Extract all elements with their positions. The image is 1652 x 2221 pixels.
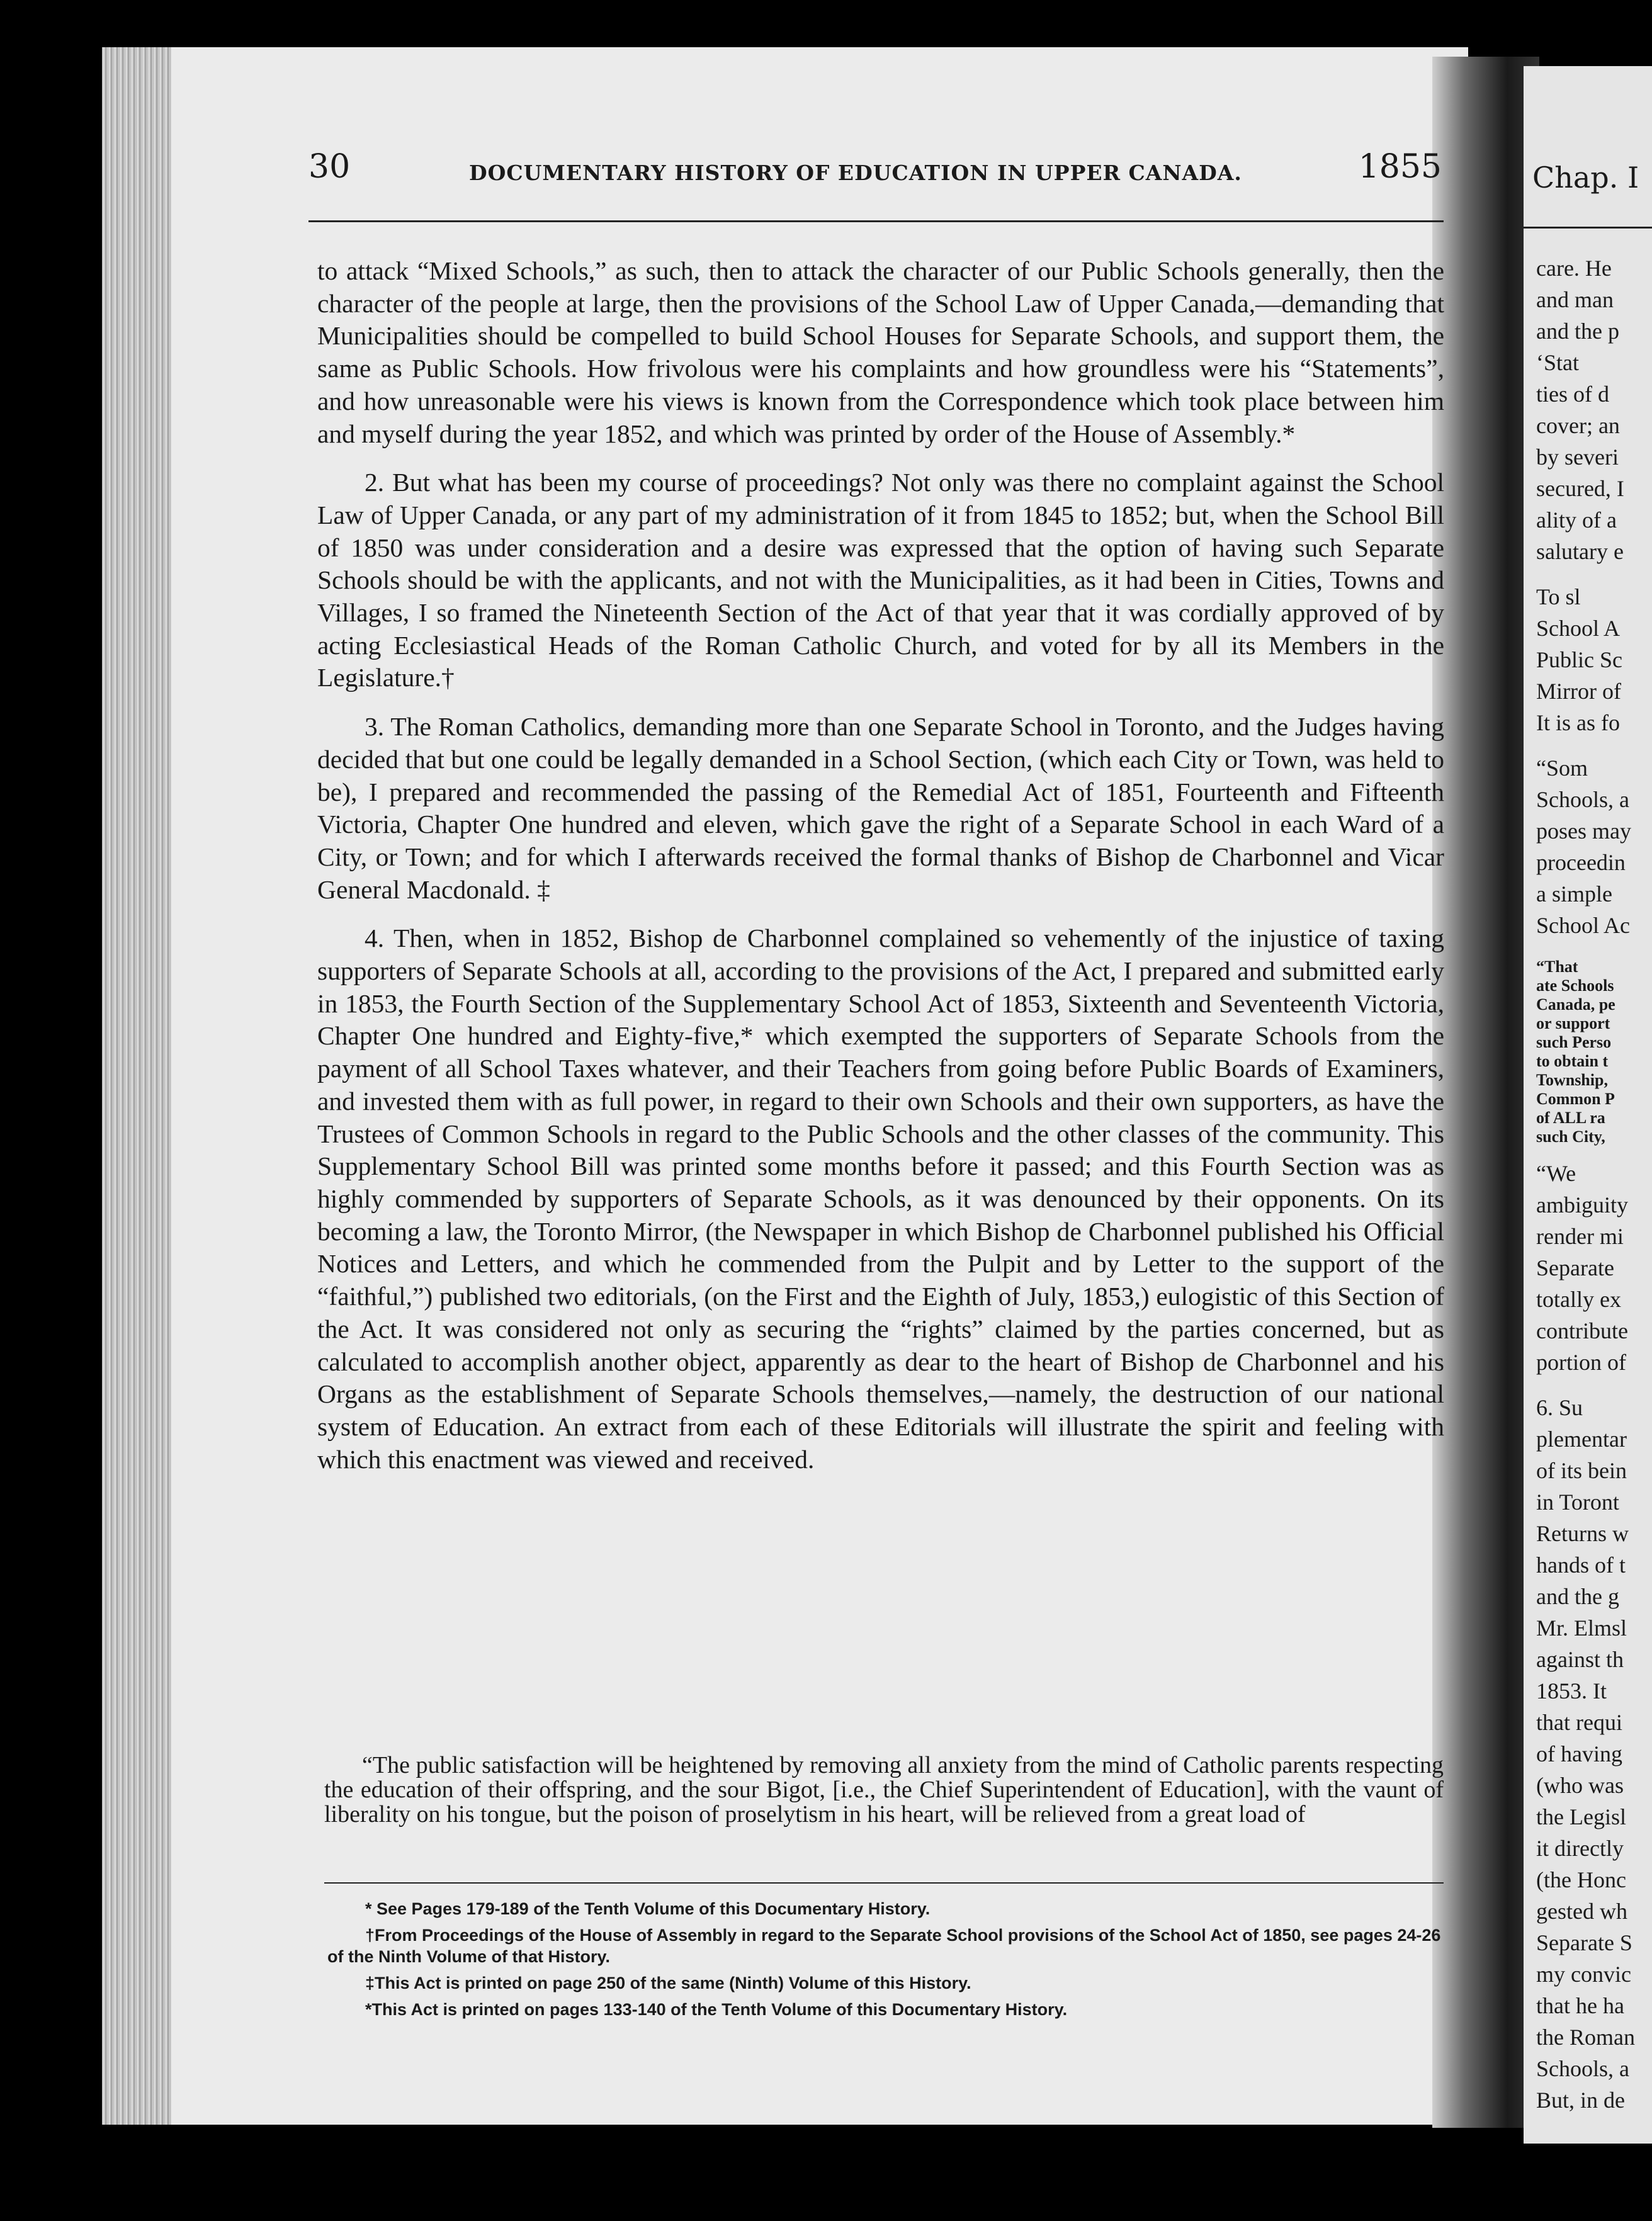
- footnote-rule: [324, 1882, 1444, 1884]
- next-page-line: contribute: [1536, 1318, 1628, 1343]
- next-page-line: Schools, a: [1536, 2056, 1629, 2081]
- next-page-line: Mirror of: [1536, 679, 1621, 704]
- next-page-line: Canada, pe: [1536, 995, 1615, 1014]
- next-page-line: ambiguity: [1536, 1192, 1628, 1218]
- next-page-line: render mi: [1536, 1224, 1624, 1249]
- next-page-line: hands of t: [1536, 1552, 1626, 1578]
- next-page-line: or support: [1536, 1014, 1610, 1032]
- next-page-line: poses may: [1536, 818, 1631, 844]
- running-title: DOCUMENTARY HISTORY OF EDUCATION IN UPPER CANADA.: [469, 161, 1242, 185]
- next-page-line: School A: [1536, 616, 1621, 641]
- next-page-line: Township,: [1536, 1071, 1608, 1089]
- paragraph-continuation: to attack “Mixed Schools,” as such, then to attack the character of our Public Schools generally, then the character of the people at large, then the provisions of the School Law of Upper Canada,—demanding that Municipalities should be compelled to build School Houses for Separate Schools, and support them, the same as Public Schools. How frivolous were his complaints and how groundless were his “Statements”, and how unreasonable were his views is known from the Correspondence which took place between him and myself during the year 1852, and which was printed by order of the House of Assembly.*: [317, 256, 1444, 448]
- next-page-line: gested wh: [1536, 1899, 1627, 1924]
- next-page-line: Schools, a: [1536, 787, 1629, 812]
- next-page-line: School Ac: [1536, 913, 1630, 938]
- running-year: 1855: [1358, 148, 1442, 186]
- next-page-line: care. He: [1536, 256, 1612, 281]
- next-page-line: of having: [1536, 1741, 1622, 1766]
- paragraph-4: 4. Then, when in 1852, Bishop de Charbonnel complained so vehemently of the injustice of taxing supporters of Separate Schools at all, according to the provisions of the Act, I prepared and submitted early in 1853, the Fourth Section of the Supplementary School Act of 1853, Sixteenth and Seventeenth Victoria, Chapter One hundred and Eighty-five,* which exempted the supporters of Separate Schools from the payment of all School Taxes whatever, and their Teachers from going before Public Boards of Examiners, and invested them with as full power, in regard to their own Schools and their own supporters, as have the Trustees of Common Schools in regard to the Public Schools and the other classes of the community. This Supplementary School Bill was printed some months before it passed; and this Fourth Section was as highly commended by supporters of Separate Schools, as it was denounced by their opponents. On its becoming a law, the Toronto Mirror, (the Newspaper in which Bishop de Charbonnel published his Official Notices and Letters, and which he commended from the Pulpit and by Letter to the support of the “faithful,”) published two editorials, (on the First and the Eighth of July, 1853,) eulogistic of this Section of the Act. It was considered not only as securing the “rights” claimed by the parties concerned, but as calculated to accomplish another object, apparently as dear to the heart of Bishop de Charbonnel and his Organs as the establishment of Separate Schools themselves,—namely, the destruction of our national system of Education. An extract from each of these Editorials will illustrate the spirit and feeling with which this enactment was viewed and received.: [317, 924, 1444, 1474]
- footnotes: [327, 1898, 1445, 2025]
- next-page-line: to obtain t: [1536, 1052, 1609, 1070]
- next-page-line: the Legisl: [1536, 1804, 1626, 1829]
- next-page-line: and the p: [1536, 319, 1619, 344]
- next-page-line: portion of: [1536, 1350, 1626, 1375]
- next-page-line: Mr. Elmsl: [1536, 1615, 1627, 1641]
- next-page-line: of ALL ra: [1536, 1109, 1605, 1127]
- next-page-line: Public Sc: [1536, 647, 1623, 672]
- next-page-line: It is as fo: [1536, 710, 1620, 735]
- footnote-2: †From Proceedings of the House of Assembly in regard to the Separate School provisions of the School Act of 1850, see pages 24-26 of the Ninth Volume of that History.: [327, 1926, 1441, 1966]
- next-page-line: Separate S: [1536, 1930, 1632, 1955]
- next-page-line: (the Honc: [1536, 1867, 1626, 1892]
- page-edges: [102, 47, 176, 2125]
- next-page-line: plementar: [1536, 1427, 1627, 1452]
- next-page-line: proceedin: [1536, 850, 1626, 875]
- next-page-line: that requi: [1536, 1710, 1622, 1735]
- next-page-line: it directly: [1536, 1836, 1624, 1861]
- next-page-line: 1853. It: [1536, 1678, 1607, 1704]
- next-page-line: secured, I: [1536, 476, 1624, 501]
- next-page-fragment: [1524, 66, 1652, 2144]
- next-page-line: Separate: [1536, 1255, 1614, 1280]
- next-page-line: and the g: [1536, 1584, 1619, 1609]
- next-page-line: ate Schools: [1536, 976, 1614, 995]
- editorial-quote: “The public satisfaction will be heightened by removing all anxiety from the mind of Catholic parents respecting the education of their offspring, and the sour Bigot, [i.e., the Chief Superintendent of Education], with the vaunt of liberality on his tongue, but the poison of proselytism in his heart, will be relieved from a great load of: [324, 1752, 1444, 1828]
- running-head: [308, 148, 1442, 192]
- footnote-1: * See Pages 179-189 of the Tenth Volume of this Documentary History.: [365, 1899, 931, 1918]
- next-page-line: totally ex: [1536, 1287, 1621, 1312]
- next-page-line: But, in de: [1536, 2088, 1625, 2113]
- paragraph-2: 2. But what has been my course of proceedings? Not only was there no complaint against the School Law of Upper Canada, or any part of my administration of it from 1845 to 1852; but, when the School Bill of 1850 was under consideration and a desire was expressed that the option of having such Separate Schools should be with the applicants, and not with the Municipalities, as it had been in Cities, Towns and Villages, I so framed the Nineteenth Section of the Act of that year that it was cordially approved of by acting Ecclesiastical Heads of the Roman Catholic Church, and voted for by all its Members in the Legislature.†: [317, 468, 1444, 692]
- footnote-4: *This Act is printed on pages 133-140 of the Tenth Volume of this Documentary History.: [365, 2000, 1068, 2019]
- next-page-line: of its bein: [1536, 1458, 1627, 1483]
- next-page-line: and man: [1536, 287, 1614, 312]
- next-page-line: ality of a: [1536, 507, 1617, 533]
- next-page-line: such Perso: [1536, 1033, 1612, 1051]
- next-page-line: (who was: [1536, 1773, 1624, 1798]
- next-page-line: salutary e: [1536, 539, 1624, 564]
- next-page-line: against th: [1536, 1647, 1624, 1672]
- next-page-line: ‘Stat: [1536, 350, 1579, 375]
- next-page-rule: [1524, 227, 1652, 229]
- next-page-line: that he ha: [1536, 1993, 1624, 2018]
- next-page-header: Chap. I: [1532, 161, 1639, 195]
- next-page-line: cover; an: [1536, 413, 1620, 438]
- footnote-3: ‡This Act is printed on page 250 of the same (Ninth) Volume of this History.: [365, 1974, 971, 1992]
- next-page-line: “That: [1536, 958, 1578, 976]
- next-page-line: such City,: [1536, 1127, 1605, 1146]
- next-page-line: Common P: [1536, 1090, 1615, 1108]
- next-page-line: by severi: [1536, 444, 1619, 470]
- paragraph-3: 3. The Roman Catholics, demanding more than one Separate School in Toronto, and the Judges having decided that but one could be legally demanded in a School Section, (which each City or Town, was held to be), I prepared and recommended the passing of the Remedial Act of 1851, Fourteenth and Fifteenth Victoria, Chapter One hundred and eleven, which gave the right of a Separate School in each Ward of a City, or Town; and for which I afterwards received the formal thanks of Bishop de Charbonnel and Vicar General Macdonald. ‡: [317, 712, 1444, 904]
- next-page-line: in Toront: [1536, 1489, 1619, 1515]
- next-page-line: the Roman: [1536, 2025, 1635, 2050]
- body-text: [317, 255, 1444, 1476]
- next-page-line: a simple: [1536, 881, 1612, 907]
- page-number: 30: [308, 148, 351, 186]
- next-page-line: ties of d: [1536, 381, 1609, 407]
- next-page-line: “Som: [1536, 755, 1588, 781]
- header-rule: [308, 220, 1444, 222]
- next-page-line: 6. Su: [1536, 1395, 1583, 1420]
- next-page-line: Returns w: [1536, 1521, 1629, 1546]
- next-page-line: “We: [1536, 1161, 1576, 1186]
- next-page-line: To sl: [1536, 584, 1581, 609]
- next-page-line: my convic: [1536, 1962, 1631, 1987]
